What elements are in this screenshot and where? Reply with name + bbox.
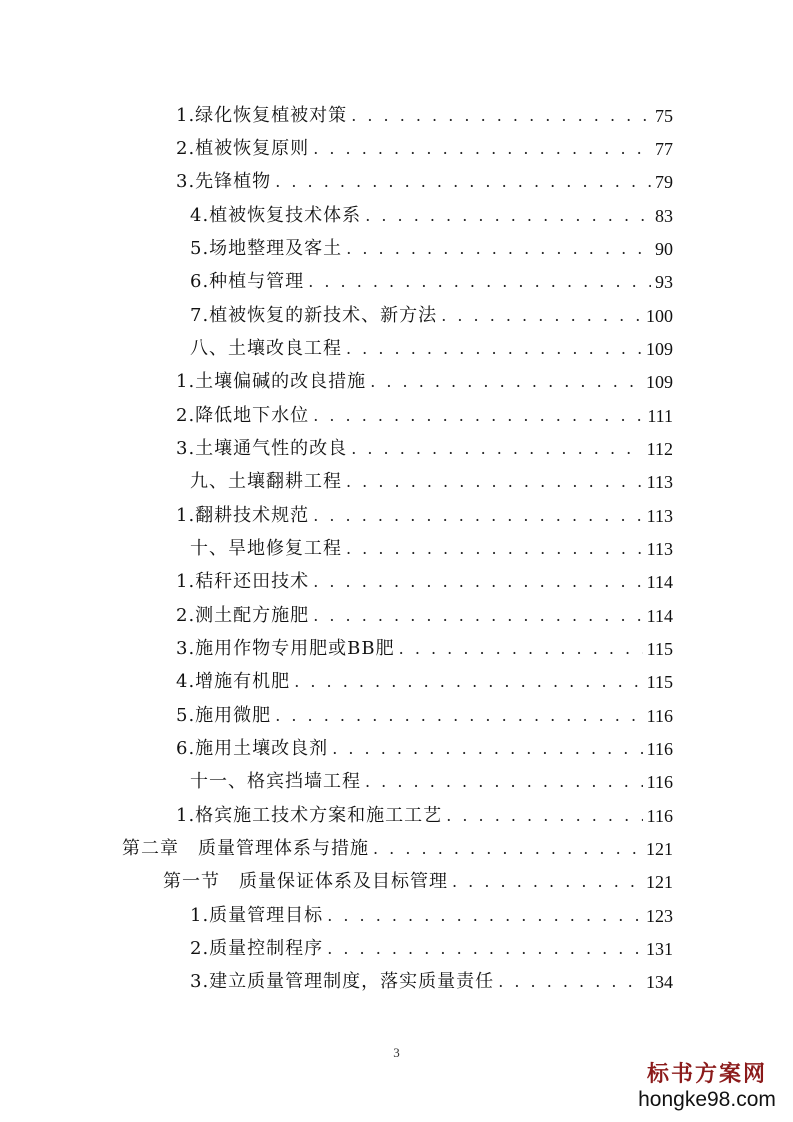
- toc-entry-page: 75: [655, 106, 673, 126]
- leader-dots: [313, 133, 651, 165]
- toc-entry-label: 十一、格宾挡墙工程: [190, 771, 361, 792]
- toc-entry-label: 1.绿化恢复植被对策: [176, 105, 348, 126]
- toc-entry[interactable]: [176, 633, 673, 665]
- toc-entry-page: 79: [655, 172, 673, 192]
- leader-dots: [346, 333, 642, 365]
- toc-entry-page: 109: [646, 372, 673, 392]
- toc-entry-label: 第一节 质量保证体系及目标管理: [163, 871, 448, 892]
- toc-entry-label: 九、土壤翻耕工程: [190, 471, 342, 492]
- toc-entry[interactable]: [176, 133, 673, 165]
- toc-entry[interactable]: [190, 466, 673, 498]
- leader-dots: [294, 666, 642, 698]
- toc-entry-label: 2.降低地下水位: [176, 405, 310, 426]
- toc-entry-page: 116: [646, 739, 673, 759]
- toc-entry-page: 116: [646, 772, 673, 792]
- leader-dots: [399, 633, 643, 665]
- leader-dots: [370, 366, 642, 398]
- leader-dots: [332, 733, 642, 765]
- toc-entry-label: 2.测土配方施肥: [176, 605, 310, 626]
- toc-entry-label: 2.植被恢复原则: [176, 138, 310, 159]
- toc-entry-page: 131: [646, 939, 673, 959]
- toc-entry[interactable]: [190, 766, 673, 798]
- toc-entry[interactable]: [176, 733, 673, 765]
- toc-entry-page: 113: [646, 539, 673, 559]
- leader-dots: [365, 766, 643, 798]
- toc-entry[interactable]: [176, 366, 673, 398]
- toc-entry-page: 111: [647, 406, 673, 426]
- toc-entry[interactable]: [176, 700, 673, 732]
- toc-entry[interactable]: [190, 933, 673, 965]
- toc-entry[interactable]: [190, 900, 673, 932]
- toc-section-entry[interactable]: [163, 866, 673, 898]
- toc-entry-label: 3.建立质量管理制度，落实质量责任: [190, 971, 495, 992]
- watermark-logo: [637, 1057, 777, 1112]
- toc-entry-page: 113: [646, 506, 673, 526]
- toc-entry-label: 1.秸秆还田技术: [176, 571, 310, 592]
- leader-dots: [275, 166, 651, 198]
- toc-entry-label: 6.施用土壤改良剂: [176, 738, 329, 759]
- leader-dots: [313, 600, 642, 632]
- toc-entry-label: 7.植被恢复的新技术、新方法: [190, 305, 438, 326]
- leader-dots: [441, 300, 642, 332]
- toc-entry-label: 6.种植与管理: [190, 271, 305, 292]
- toc-entry-page: 123: [646, 906, 673, 926]
- leader-dots: [452, 866, 642, 898]
- toc-entry[interactable]: [190, 233, 673, 265]
- toc-entry[interactable]: [190, 200, 673, 232]
- toc-entry[interactable]: [190, 333, 673, 365]
- toc-entry-page: 109: [646, 339, 673, 359]
- toc-entry[interactable]: [190, 533, 673, 565]
- toc-entry-page: 114: [646, 606, 673, 626]
- leader-dots: [275, 700, 642, 732]
- toc-entry-page: 134: [646, 972, 673, 992]
- toc-entry[interactable]: [190, 266, 673, 298]
- toc-chapter-entry[interactable]: [122, 833, 673, 865]
- toc-entry[interactable]: [176, 800, 673, 832]
- toc-entry[interactable]: [176, 566, 673, 598]
- toc-entry-label: 5.施用微肥: [176, 705, 272, 726]
- leader-dots: [327, 933, 642, 965]
- toc-entry[interactable]: [176, 500, 673, 532]
- toc-entry-label: 4.植被恢复技术体系: [190, 205, 362, 226]
- toc-entry[interactable]: [190, 966, 673, 998]
- toc-entry[interactable]: [176, 433, 673, 465]
- toc-entry-label: 八、土壤改良工程: [190, 338, 342, 359]
- toc-entry-label: 1.质量管理目标: [190, 905, 324, 926]
- leader-dots: [346, 233, 651, 265]
- toc-entry-page: 90: [655, 239, 673, 259]
- leader-dots: [446, 800, 642, 832]
- toc-entry-page: 121: [646, 872, 673, 892]
- toc-entry-label: 4.增施有机肥: [176, 671, 291, 692]
- toc-entry-page: 112: [646, 439, 673, 459]
- toc-entry-page: 115: [646, 672, 673, 692]
- toc-entry-label: 2.质量控制程序: [190, 938, 324, 959]
- leader-dots: [327, 900, 642, 932]
- toc-entry-label: 3.土壤通气性的改良: [176, 438, 348, 459]
- toc-entry-page: 116: [646, 806, 673, 826]
- leader-dots: [313, 400, 643, 432]
- leader-dots: [351, 100, 651, 132]
- watermark-url: hongke98.com: [638, 1088, 776, 1111]
- toc-entry-page: 93: [655, 272, 673, 292]
- watermark-title: 标书方案网: [646, 1061, 767, 1087]
- toc-entry-page: 116: [646, 706, 673, 726]
- toc-entry-page: 113: [646, 472, 673, 492]
- toc-entry[interactable]: [190, 300, 673, 332]
- page-number: 3: [393, 1045, 400, 1060]
- leader-dots: [373, 833, 642, 865]
- toc-entry[interactable]: [176, 666, 673, 698]
- leader-dots: [313, 566, 642, 598]
- toc-entry-label: 3.施用作物专用肥或BB肥: [176, 638, 395, 659]
- toc-entry-label: 十、旱地修复工程: [190, 538, 342, 559]
- toc-entry-label: 1.翻耕技术规范: [176, 505, 310, 526]
- toc-entry-page: 100: [646, 306, 673, 326]
- toc-entry-page: 121: [646, 839, 673, 859]
- leader-dots: [351, 433, 642, 465]
- leader-dots: [498, 966, 642, 998]
- toc-entry-page: 115: [646, 639, 673, 659]
- toc-entry-label: 1.格宾施工技术方案和施工工艺: [176, 805, 443, 826]
- toc-entry-label: 5.场地整理及客土: [190, 238, 343, 259]
- toc-entry[interactable]: [176, 600, 673, 632]
- leader-dots: [308, 266, 651, 298]
- toc-entry-label: 3.先锋植物: [176, 171, 272, 192]
- toc-entry-page: 77: [655, 139, 673, 159]
- toc-entry-label: 第二章 质量管理体系与措施: [122, 838, 369, 859]
- toc-entry-page: 83: [655, 206, 673, 226]
- toc-entry[interactable]: [176, 400, 673, 432]
- toc-entry-page: 114: [646, 572, 673, 592]
- leader-dots: [346, 533, 643, 565]
- leader-dots: [313, 500, 642, 532]
- leader-dots: [365, 200, 651, 232]
- leader-dots: [346, 466, 643, 498]
- toc-entry[interactable]: [176, 166, 673, 198]
- toc-entry[interactable]: [176, 100, 673, 132]
- toc-entry-label: 1.土壤偏碱的改良措施: [176, 371, 367, 392]
